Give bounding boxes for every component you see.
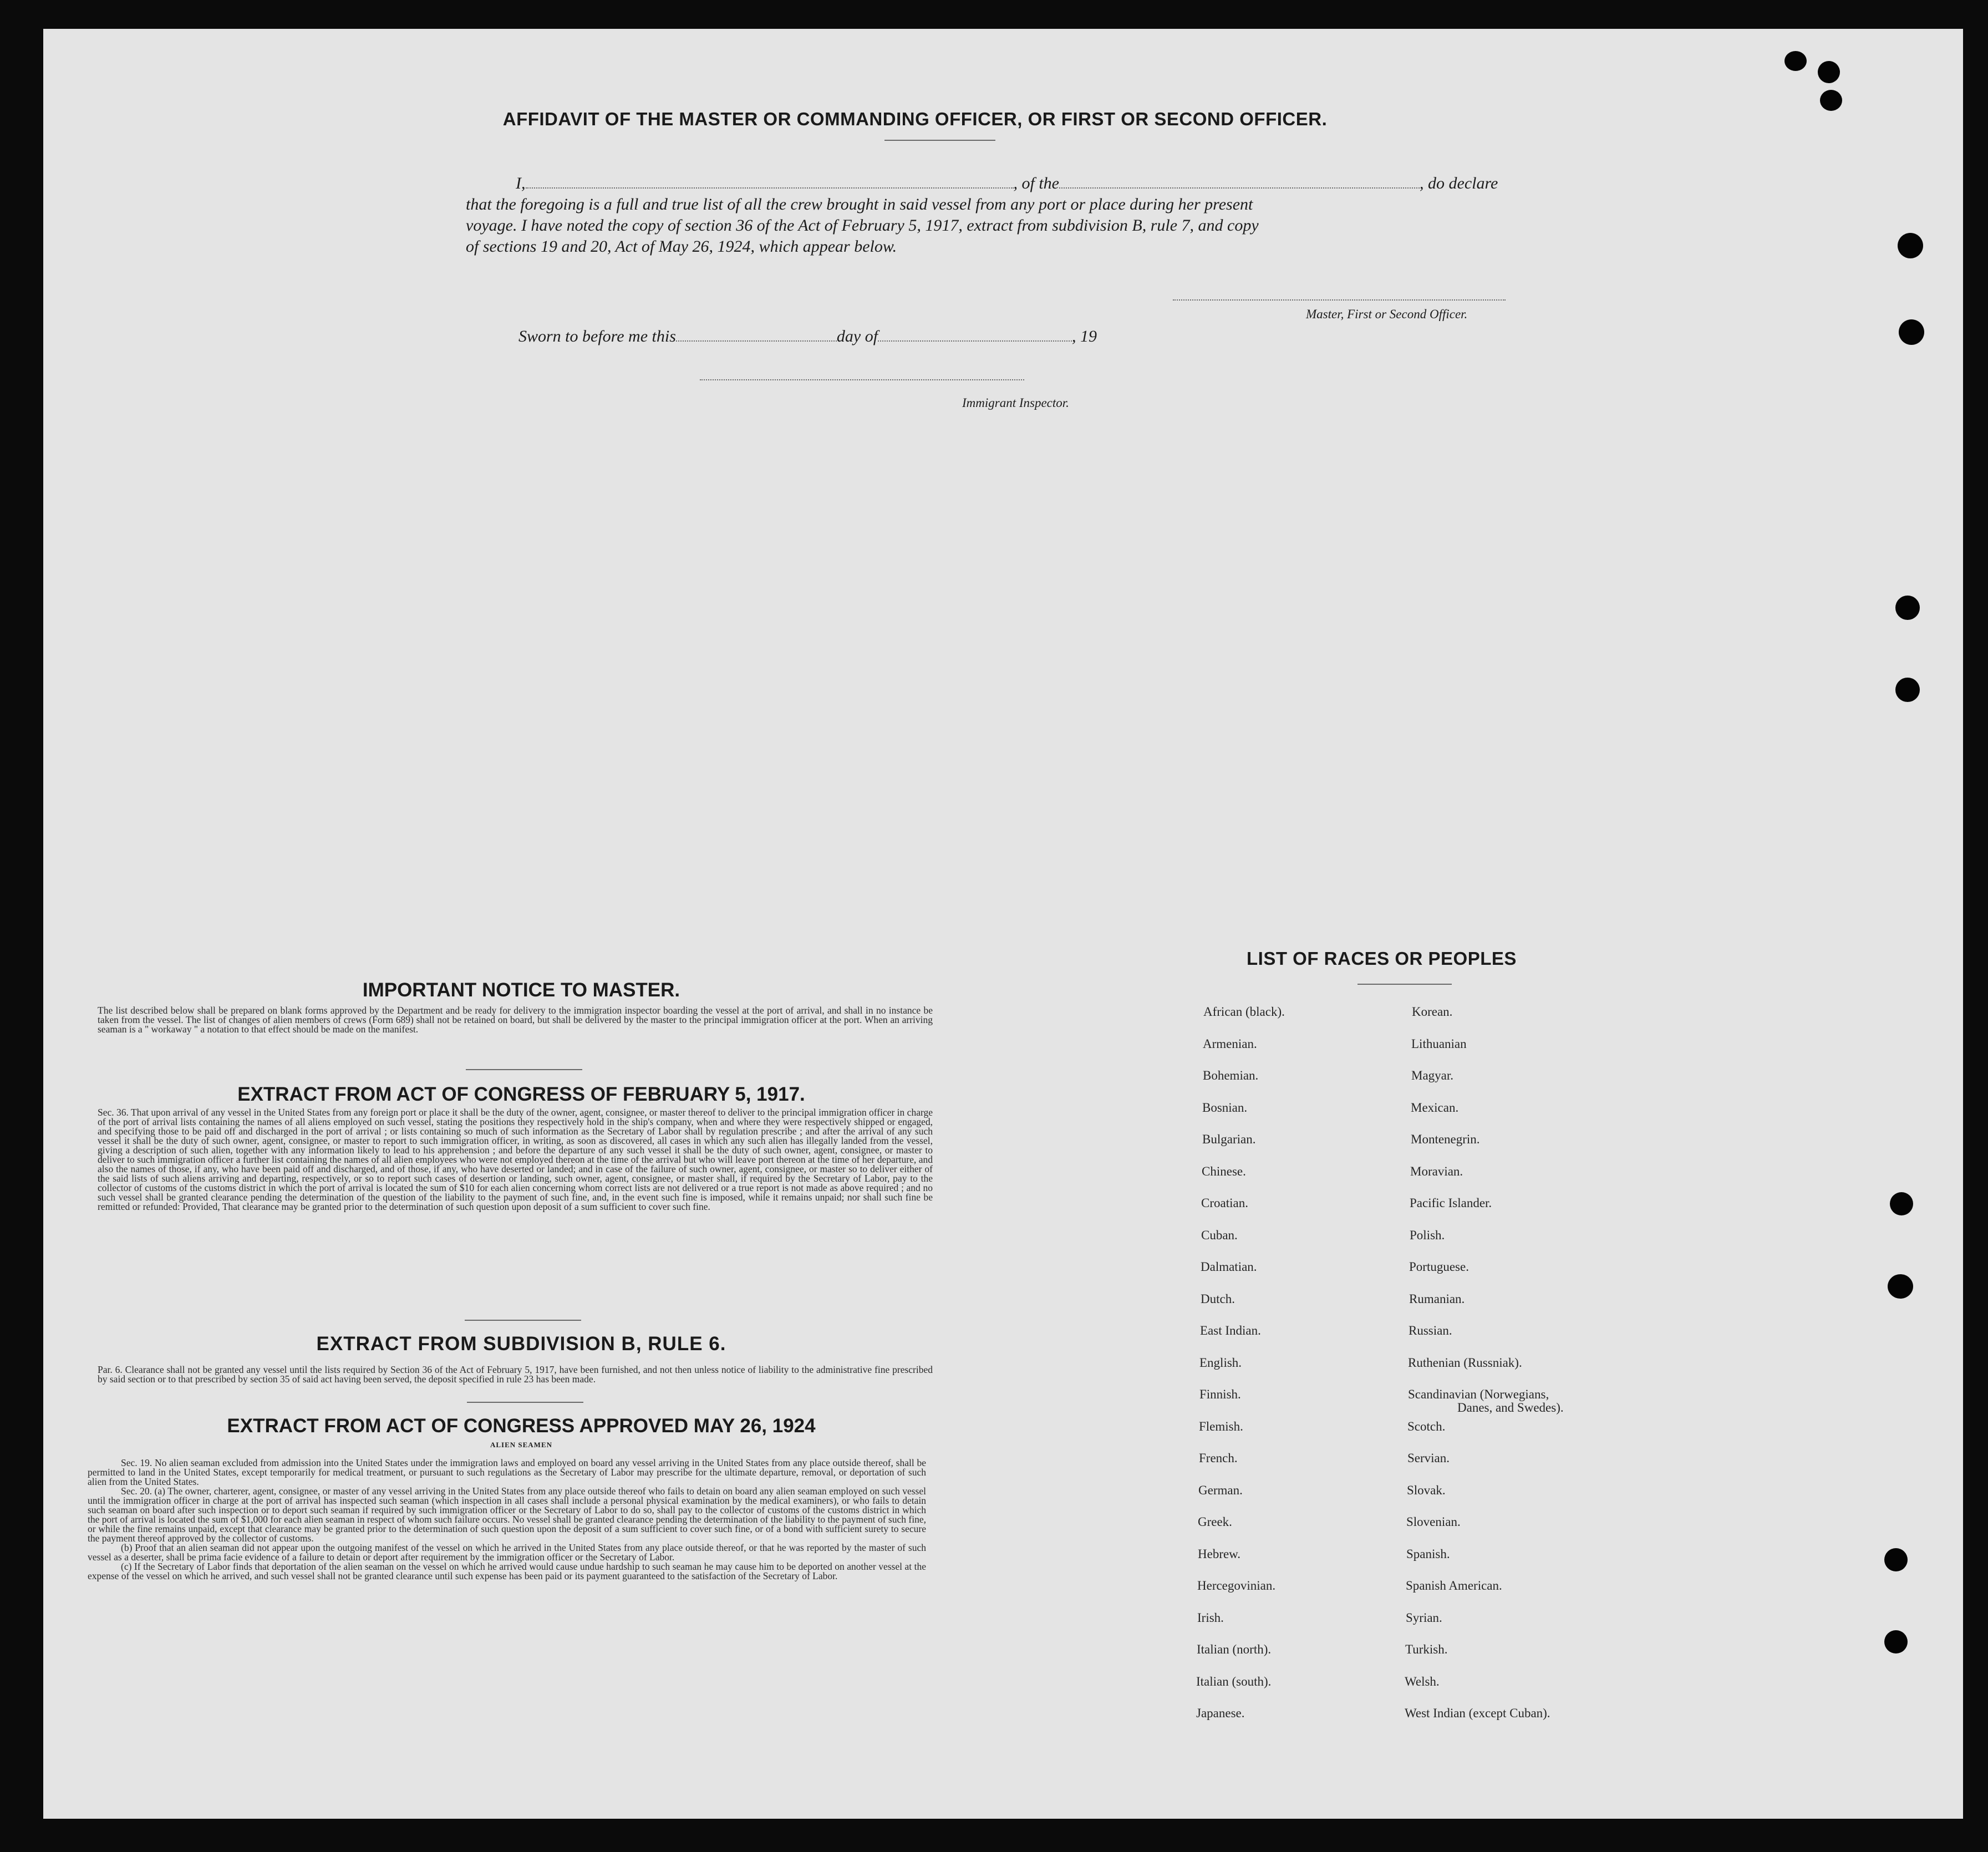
race-item: Greek. [1198, 1515, 1232, 1529]
binder-hole [1888, 1274, 1913, 1299]
sec19-text: Sec. 19. No alien seaman excluded from admission into the United States under the immigration laws and employed on board any vessel arriving in the United States from any place outside thereof, shall be permitted to land in the United States, except temporarily for medical treatment, or pursuant to such regulations as the Secretary of Labor may prescribe for the ultimate departure, removal, or deportation of such alien from the United States. [88, 1457, 926, 1487]
sworn-day-of: day of [836, 327, 878, 345]
race-item: Italian (north). [1197, 1642, 1272, 1656]
extract-1924-text [88, 1458, 926, 1581]
race-item: Hebrew. [1198, 1547, 1241, 1561]
race-item: Slovenian. [1406, 1515, 1461, 1529]
master-signature-line[interactable] [1173, 299, 1506, 301]
binder-hole [1895, 678, 1920, 702]
race-item: Scandinavian (Norwegians, [1408, 1387, 1549, 1401]
binder-hole [1890, 1192, 1913, 1215]
race-item: Turkish. [1405, 1642, 1448, 1656]
binder-hole [1884, 1630, 1908, 1653]
race-item: Russian. [1409, 1324, 1452, 1337]
affidavit-line-3: voyage. I have noted the copy of section 36 of the Act of February 5, 1917, extract from subdivision B, rule 7, and copy [466, 216, 1259, 235]
race-item: Korean. [1412, 1005, 1453, 1019]
race-item: Slovak. [1407, 1483, 1446, 1497]
race-item: Portuguese. [1409, 1260, 1469, 1274]
master-name-field[interactable] [526, 172, 1014, 189]
affidavit-line-4: of sections 19 and 20, Act of May 26, 1924, which appear below. [466, 237, 897, 256]
race-item: Japanese. [1196, 1706, 1245, 1720]
extract-1917-title: EXTRACT FROM ACT OF CONGRESS OF FEBRUARY 5, 1917. [237, 1083, 805, 1105]
race-item: Hercegovinian. [1197, 1579, 1276, 1592]
race-item: Magyar. [1411, 1069, 1454, 1082]
binder-hole [1898, 233, 1923, 258]
race-item: Flemish. [1199, 1419, 1243, 1433]
race-item: Finnish. [1199, 1387, 1241, 1401]
divider [467, 1402, 583, 1403]
sec20b-text: (b) Proof that an alien seaman did not appear upon the outgoing manifest of the vessel on which he arrived in the United States from any place outside thereof, or that he was reported by the master of such vessel as a deserter, shall be prima facie evidence of a failure to detain or deport after requirement by the immigration officer or the Secretary of Labor. [88, 1542, 926, 1563]
race-item: Cuban. [1201, 1228, 1238, 1242]
race-item: Danes, and Swedes). [1457, 1401, 1564, 1415]
extract-rule6-title: EXTRACT FROM SUBDIVISION B, RULE 6. [316, 1333, 726, 1355]
race-item: French. [1199, 1451, 1238, 1465]
race-item: Welsh. [1405, 1675, 1440, 1688]
notice-text: The list described below shall be prepared on blank forms approved by the Department and be ready for delivery to the immigration inspector boarding the vessel at the port of arrival, and shall in no instance be taken from the vessel. The list of changes of alien members of crews (Form 689) shall not be retained on board, but shall be delivered by the master to the principal immigration officer at the port. When an arriving seaman is a " workaway " a notation to that effect should be made on the manifest. [98, 1005, 933, 1035]
race-item: Croatian. [1201, 1196, 1248, 1210]
master-signature-label: Master, First or Second Officer. [1306, 307, 1468, 321]
sworn-prefix: Sworn to before me this [518, 327, 676, 345]
race-item: Pacific Islander. [1410, 1196, 1492, 1210]
race-item: Moravian. [1410, 1164, 1463, 1178]
race-item: English. [1199, 1356, 1242, 1370]
sec20a-text: Sec. 20. (a) The owner, charterer, agent, consignee, or master of any vessel arriving in the United States from any place outside thereof who fails to detain on board any alien seaman employed on such vessel until the immigration officer in charge at the port of arrival has inspected such seaman (which inspection in all cases shall include a personal physical examination by the medical examiners), or who fails to detain such seaman on board after such inspection or to deport such seaman if required by such immigration officer or the Secretary of Labor to do so, shall pay to the collector of customs of the customs district in which the port of arrival is located the sum of $1,000 for each alien seaman in respect of whom such failure occurs. No vessel shall be granted clearance pending the determination of the liability to the payment of such fine, or while the fine remains unpaid, except that clearance may be granted prior to the determination of such question upon the deposit of a sum sufficient to cover such fine, or of a bond with sufficient surety to secure the payment thereof approved by the collector of customs. [88, 1485, 926, 1544]
affidavit-title: AFFIDAVIT OF THE MASTER OR COMMANDING OFFICER, OR FIRST OR SECOND OFFICER. [502, 109, 1328, 129]
extract-1917-text: Sec. 36. That upon arrival of any vessel in the United States from any foreign port or place it shall be the duty of the owner, agent, consignee, or master thereof to deliver to the principal immigration officer in charge of the port of arrival lists containing the names of all aliens employed on such vessel, stating the positions they respectively hold in the ship's company, when and where they were respectively shipped or engaged, and specifying those to be paid off and discharged in the port of arrival ; or lists containing so much of such information as the Secretary of Labor shall by regulation prescribe ; and after the arrival of any such vessel it shall be the duty of such owner, agent, consignee, or master to report to such immigration officer, in writing, as soon as discovered, all cases in which any such alien has illegally landed from the vessel, giving a description of such alien, together with any information likely to lead to his apprehension ; and before the departure of any such vessel it shall be the duty of such owner, agent, consignee, or master to deliver to such immigration officer a further list containing the names of all alien employees who were not employed thereon at the time of the arrival but who will leave port thereon at the time of her departure, and also the names of those, if any, who have been paid off and discharged, and of those, if any, who have deserted or landed; and in case of the failure of such owner, agent, consignee, or master so to deliver either of the said lists of such aliens arriving and departing, respectively, or so to report such cases of desertion or landing, such owner, agent, consignee, or master shall, if required by the Secretary of Labor, pay to the collector of customs of the customs district in which the port of arrival is located the sum of $10 for each alien concerning whom correct lists are not delivered or a true report is not made as above required ; and no such vessel shall be granted clearance pending the determination of the question of the liability to the payment of such fine, and, in the event such fine is imposed, while it remains unpaid; nor shall such fine be remitted or refunded: Provided, That clearance may be granted prior to the determination of such question upon deposit of a sum sufficient to cover such fine. [98, 1107, 933, 1212]
race-item: Lithuanian [1411, 1037, 1467, 1051]
inspector-label: Immigrant Inspector. [962, 396, 1069, 410]
sec20c-text: (c) If the Secretary of Labor finds that deportation of the alien seaman on the vessel on which he arrived would cause undue hardship to such seaman he may cause him to be deported on another vessel at the expense of the vessel on which he arrived, and such vessel shall not be granted clearance until such expense has been paid or its payment guaranteed to the satisfaction of the Secretary of Labor. [88, 1561, 926, 1581]
binder-hole [1899, 319, 1924, 345]
declare-label: , do declare [1420, 174, 1498, 192]
race-item: Montenegrin. [1411, 1132, 1480, 1146]
binder-hole [1820, 90, 1842, 111]
sworn-year: , 19 [1072, 327, 1097, 345]
race-item: Dalmatian. [1201, 1260, 1257, 1274]
sworn-month-field[interactable] [878, 325, 1072, 342]
binder-hole [1784, 51, 1807, 71]
race-item: German. [1198, 1483, 1243, 1497]
divider [466, 1069, 582, 1070]
divider [465, 1320, 581, 1321]
race-item: West Indian (except Cuban). [1405, 1706, 1550, 1720]
race-item: African (black). [1203, 1005, 1285, 1019]
race-item: Bulgarian. [1202, 1132, 1256, 1146]
races-list [1198, 1005, 1641, 1726]
of-the-label: , of the [1013, 174, 1059, 192]
binder-hole [1895, 596, 1920, 620]
notice-title: IMPORTANT NOTICE TO MASTER. [362, 979, 680, 1001]
race-item: Scotch. [1407, 1419, 1446, 1433]
race-item: Syrian. [1406, 1611, 1442, 1625]
race-item: Servian. [1407, 1451, 1450, 1465]
extract-1924-title: EXTRACT FROM ACT OF CONGRESS APPROVED MAY 26, 1924 [227, 1415, 816, 1437]
divider [1357, 984, 1452, 985]
divider [884, 140, 995, 141]
extract-1924-subtitle: ALIEN SEAMEN [490, 1441, 553, 1449]
race-item: Bosnian. [1202, 1101, 1248, 1115]
race-item: Italian (south). [1196, 1675, 1272, 1688]
race-item: Ruthenian (Russniak). [1408, 1356, 1522, 1370]
race-item: Dutch. [1201, 1292, 1235, 1306]
race-item: Spanish American. [1406, 1579, 1502, 1592]
race-item: Irish. [1197, 1611, 1224, 1625]
inspector-signature-line[interactable] [700, 379, 1024, 380]
race-item: Spanish. [1406, 1547, 1450, 1561]
affidavit-line-2: that the foregoing is a full and true list of all the crew brought in said vessel from any port or place during her present [466, 195, 1253, 213]
sworn-day-field[interactable] [676, 325, 837, 342]
race-item: Mexican. [1411, 1101, 1459, 1115]
sworn-line [518, 325, 1097, 346]
affidavit-i-label: I, [516, 174, 526, 192]
binder-hole [1884, 1548, 1908, 1571]
affidavit-declaration [466, 172, 1547, 257]
race-item: Polish. [1410, 1228, 1445, 1242]
race-item: East Indian. [1200, 1324, 1261, 1337]
race-item: Rumanian. [1409, 1292, 1465, 1306]
races-title: LIST OF RACES OR PEOPLES [1247, 948, 1517, 969]
vessel-name-field[interactable] [1059, 172, 1420, 189]
race-item: Bohemian. [1203, 1069, 1259, 1082]
binder-hole [1818, 61, 1840, 83]
race-item: Armenian. [1203, 1037, 1257, 1051]
race-item: Chinese. [1202, 1164, 1246, 1178]
extract-rule6-text: Par. 6. Clearance shall not be granted any vessel until the lists required by Section 36 of the Act of February 5, 1917, have been furnished, and not then unless notice of liability to the administrative fine prescribed by said section or to that prescribed by section 35 of said act having been served, the deposit specified in rule 23 has been made. [98, 1364, 933, 1385]
